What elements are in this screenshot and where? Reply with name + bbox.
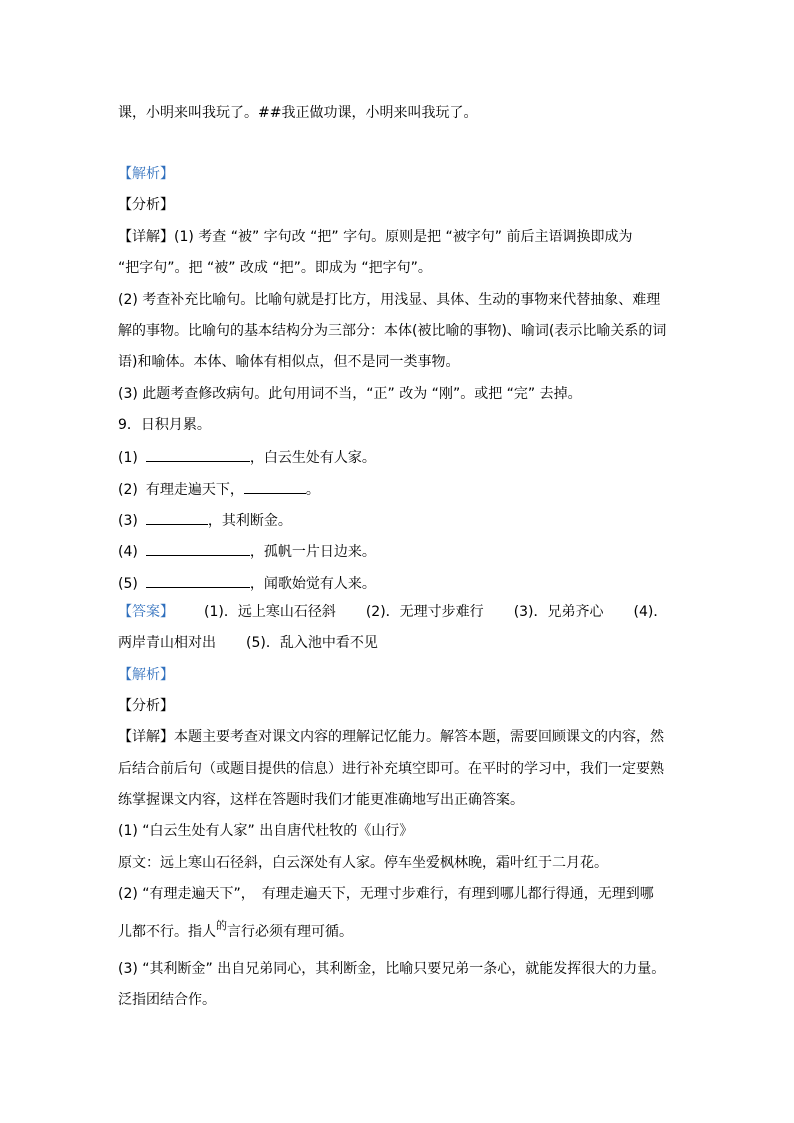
q9-detail-tag: 【详解】 — [118, 729, 174, 745]
q9-item-2-pre: 有理走遍天下， — [145, 482, 244, 498]
q9-explain-1-original: 原文：远上寒山石径斜，白云深处有人家。停车坐爱枫林晚，霜叶红于二月花。 — [118, 855, 608, 871]
q8-detail-p2-c: 语)和喻体。本体、喻体有相似点，但不是同一类事物。 — [118, 354, 460, 370]
q9-explain-1: (1) “白云生处有人家” 出自唐代杜牧的《山行》 — [118, 823, 414, 839]
q8-p1-a-text: (1) 考查 “被” 字句改 “把” 字句。原则是把 “被字句” 前后主语调换即成为 — [174, 229, 633, 245]
q9-item-5 — [118, 572, 376, 594]
q8-fenxi-tag: 【分析】 — [118, 197, 174, 213]
q9-answer-2: (2)．无理寸步难行 — [365, 604, 484, 620]
q9-answer-line-1 — [118, 602, 667, 622]
q9-answer-line-2 — [118, 633, 378, 653]
q9-detail-a — [118, 727, 664, 747]
q9-item-1-num: (1) — [118, 450, 138, 466]
q9-item-2 — [118, 478, 320, 500]
q9-item-3-blank — [146, 509, 208, 525]
q9-explain-2-b1: 儿都不行。指人 — [118, 924, 216, 940]
q9-answer-3: (3)．兄弟齐心 — [513, 604, 604, 620]
q8-detail-p2-b: 解的事物。比喻句的基本结构分为三部分：本体(被比喻的事物)、喻词(表示比喻关系的词 — [118, 323, 667, 339]
q9-explain-2-b — [118, 919, 353, 943]
q9-answer-1: (1)．远上寒山石径斜 — [204, 604, 336, 620]
q9-analysis-tag: 【解析】 — [118, 667, 174, 683]
q8-detail-p1-b: “把字句”。把 “被” 改成 “把”。即成为 “把字句”。 — [118, 260, 432, 276]
q9-item-5-num: (5) — [118, 576, 138, 592]
q9-item-4-num: (4) — [118, 544, 138, 560]
q9-item-1-blank — [146, 446, 250, 462]
q9-explain-2-b2: 言行必须有理可循。 — [227, 924, 353, 940]
q9-explain-3-b: 泛指团结合作。 — [118, 992, 216, 1008]
q9-item-3-text: ，其利断金。 — [207, 513, 292, 529]
q9-detail-a-text: 本题主要考查对课文内容的理解记忆能力。解答本题，需要回顾课文的内容，然 — [174, 729, 664, 745]
q9-item-2-text: 。 — [305, 482, 320, 498]
q9-item-2-blank — [244, 478, 306, 494]
q9-item-1-text: ，白云生处有人家。 — [249, 450, 376, 466]
q8-analysis-tag: 【解析】 — [118, 166, 174, 182]
q9-item-5-blank — [146, 572, 250, 588]
intro-line: 课，小明来叫我玩了。##我正做功课，小明来叫我玩了。 — [118, 105, 478, 121]
q9-item-4 — [118, 540, 376, 562]
q9-item-5-text: ，闻歌始觉有人来。 — [249, 576, 376, 592]
q9-item-4-blank — [146, 540, 250, 556]
q9-item-1 — [118, 446, 376, 468]
q8-detail-p2-a: (2) 考查补充比喻句。比喻句就是打比方，用浅显、具体、生动的事物来代替抽象、难理 — [118, 292, 661, 308]
q9-explain-2-sup: 的 — [216, 919, 227, 932]
q9-detail-b: 后结合前后句（或题目提供的信息）进行补充填空即可。在平时的学习中，我们一定要熟 — [118, 761, 664, 777]
q8-detail-tag: 【详解】 — [118, 229, 174, 245]
q8-detail-p1-a — [118, 227, 633, 247]
q9-explain-2-a: (2) “有理走遍天下”， 有理走遍天下，无理寸步难行，有理到哪儿都行得通，无理到哪 — [118, 886, 654, 902]
q9-explain-3-a: (3) “其利断金” 出自兄弟同心，其利断金，比喻只要兄弟一条心，就能发挥很大的力量。 — [118, 961, 666, 977]
q9-detail-c: 练掌握课文内容，这样在答题时我们才能更准确地写出正确答案。 — [118, 792, 524, 808]
q9-answer-4-num: (4)． — [633, 604, 668, 620]
q8-detail-p3: (3) 此题考查修改病句。此句用词不当，“正” 改为 “刚”。或把 “完” 去掉。 — [118, 386, 582, 402]
q9-item-2-num: (2) — [118, 482, 138, 498]
q9-answer-tag: 【答案】 — [118, 604, 174, 620]
q9-item-3 — [118, 509, 292, 531]
q9-answer-5: (5)．乱入池中看不见 — [246, 635, 378, 651]
q9-answer-4-text: 两岸青山相对出 — [118, 635, 216, 651]
q9-fenxi-tag: 【分析】 — [118, 698, 174, 714]
q9-item-3-num: (3) — [118, 513, 138, 529]
q9-item-4-text: ，孤帆一片日边来。 — [249, 544, 376, 560]
q9-title: 9．日积月累。 — [118, 417, 211, 433]
